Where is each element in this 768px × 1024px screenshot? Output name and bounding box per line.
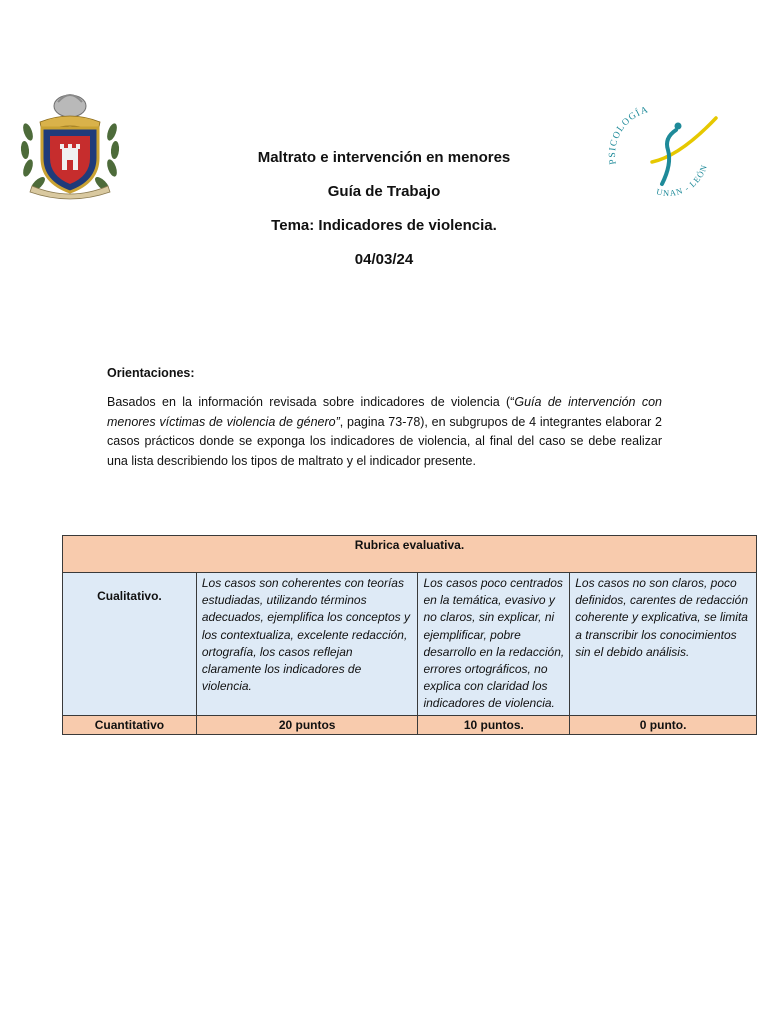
qualitative-criterion-10: Los casos poco centrados en la temática, evasivo y no claros, sin explicar, ni ejemplificar, pobre desarrollo en la redacción, errores ortográficos, no explica con claridad los indicadores de violencia. [418, 573, 570, 716]
orientaciones-text [107, 393, 662, 471]
quantitative-score-10: 10 puntos. [418, 715, 570, 734]
orientaciones-text-start: Basados en la información revisada sobre indicadores de violencia (“ [107, 395, 515, 409]
orientaciones-reference: Guía de intervención con menores víctimas de violencia de género” [107, 395, 662, 429]
quantitative-score-20: 20 puntos [196, 715, 418, 734]
qualitative-criterion-0: Los casos no son claros, poco definidos, carentes de redacción coherente y explicativa, se limita a transcribir los conocimientos sin el debido análisis. [570, 573, 757, 716]
topic-title: Tema: Indicadores de violencia. [271, 217, 497, 234]
rubric-header-row [63, 536, 757, 573]
quantitative-score-0: 0 punto. [570, 715, 757, 734]
course-title: Maltrato e intervención en menores [257, 149, 511, 166]
rubric-title: Rubrica evaluativa. [63, 536, 757, 573]
qualitative-criterion-20: Los casos son coherentes con teorías estudiadas, utilizando términos adecuados, ejemplifica los conceptos y los contextualiza, excelente redacción, ortografía, los casos reflejan claramente los indicadores de violencia. [196, 573, 418, 716]
quantitative-label: Cuantitativo [63, 715, 197, 734]
orientaciones-label: Orientaciones: [107, 366, 195, 380]
orientaciones-text-end: , pagina 73-78), en subgrupos de 4 integrantes elaborar 2 casos prácticos donde se exponga los indicadores de violencia, al final del caso se debe realizar una lista describiendo los tipos de maltrato y el indicador presente. [107, 414, 662, 468]
document-type: Guía de Trabajo [327, 183, 441, 200]
psy-logo-bottom-text: UNAN - LEÓN [655, 162, 710, 199]
document-date: 04/03/24 [354, 251, 414, 268]
qualitative-label: Cualitativo. [63, 573, 197, 716]
rubric-qualitative-row [63, 573, 757, 716]
rubric-table [62, 535, 757, 735]
rubric-quantitative-row [63, 715, 757, 734]
psy-logo-arc-text: PSICOLOGÍA [607, 104, 651, 166]
